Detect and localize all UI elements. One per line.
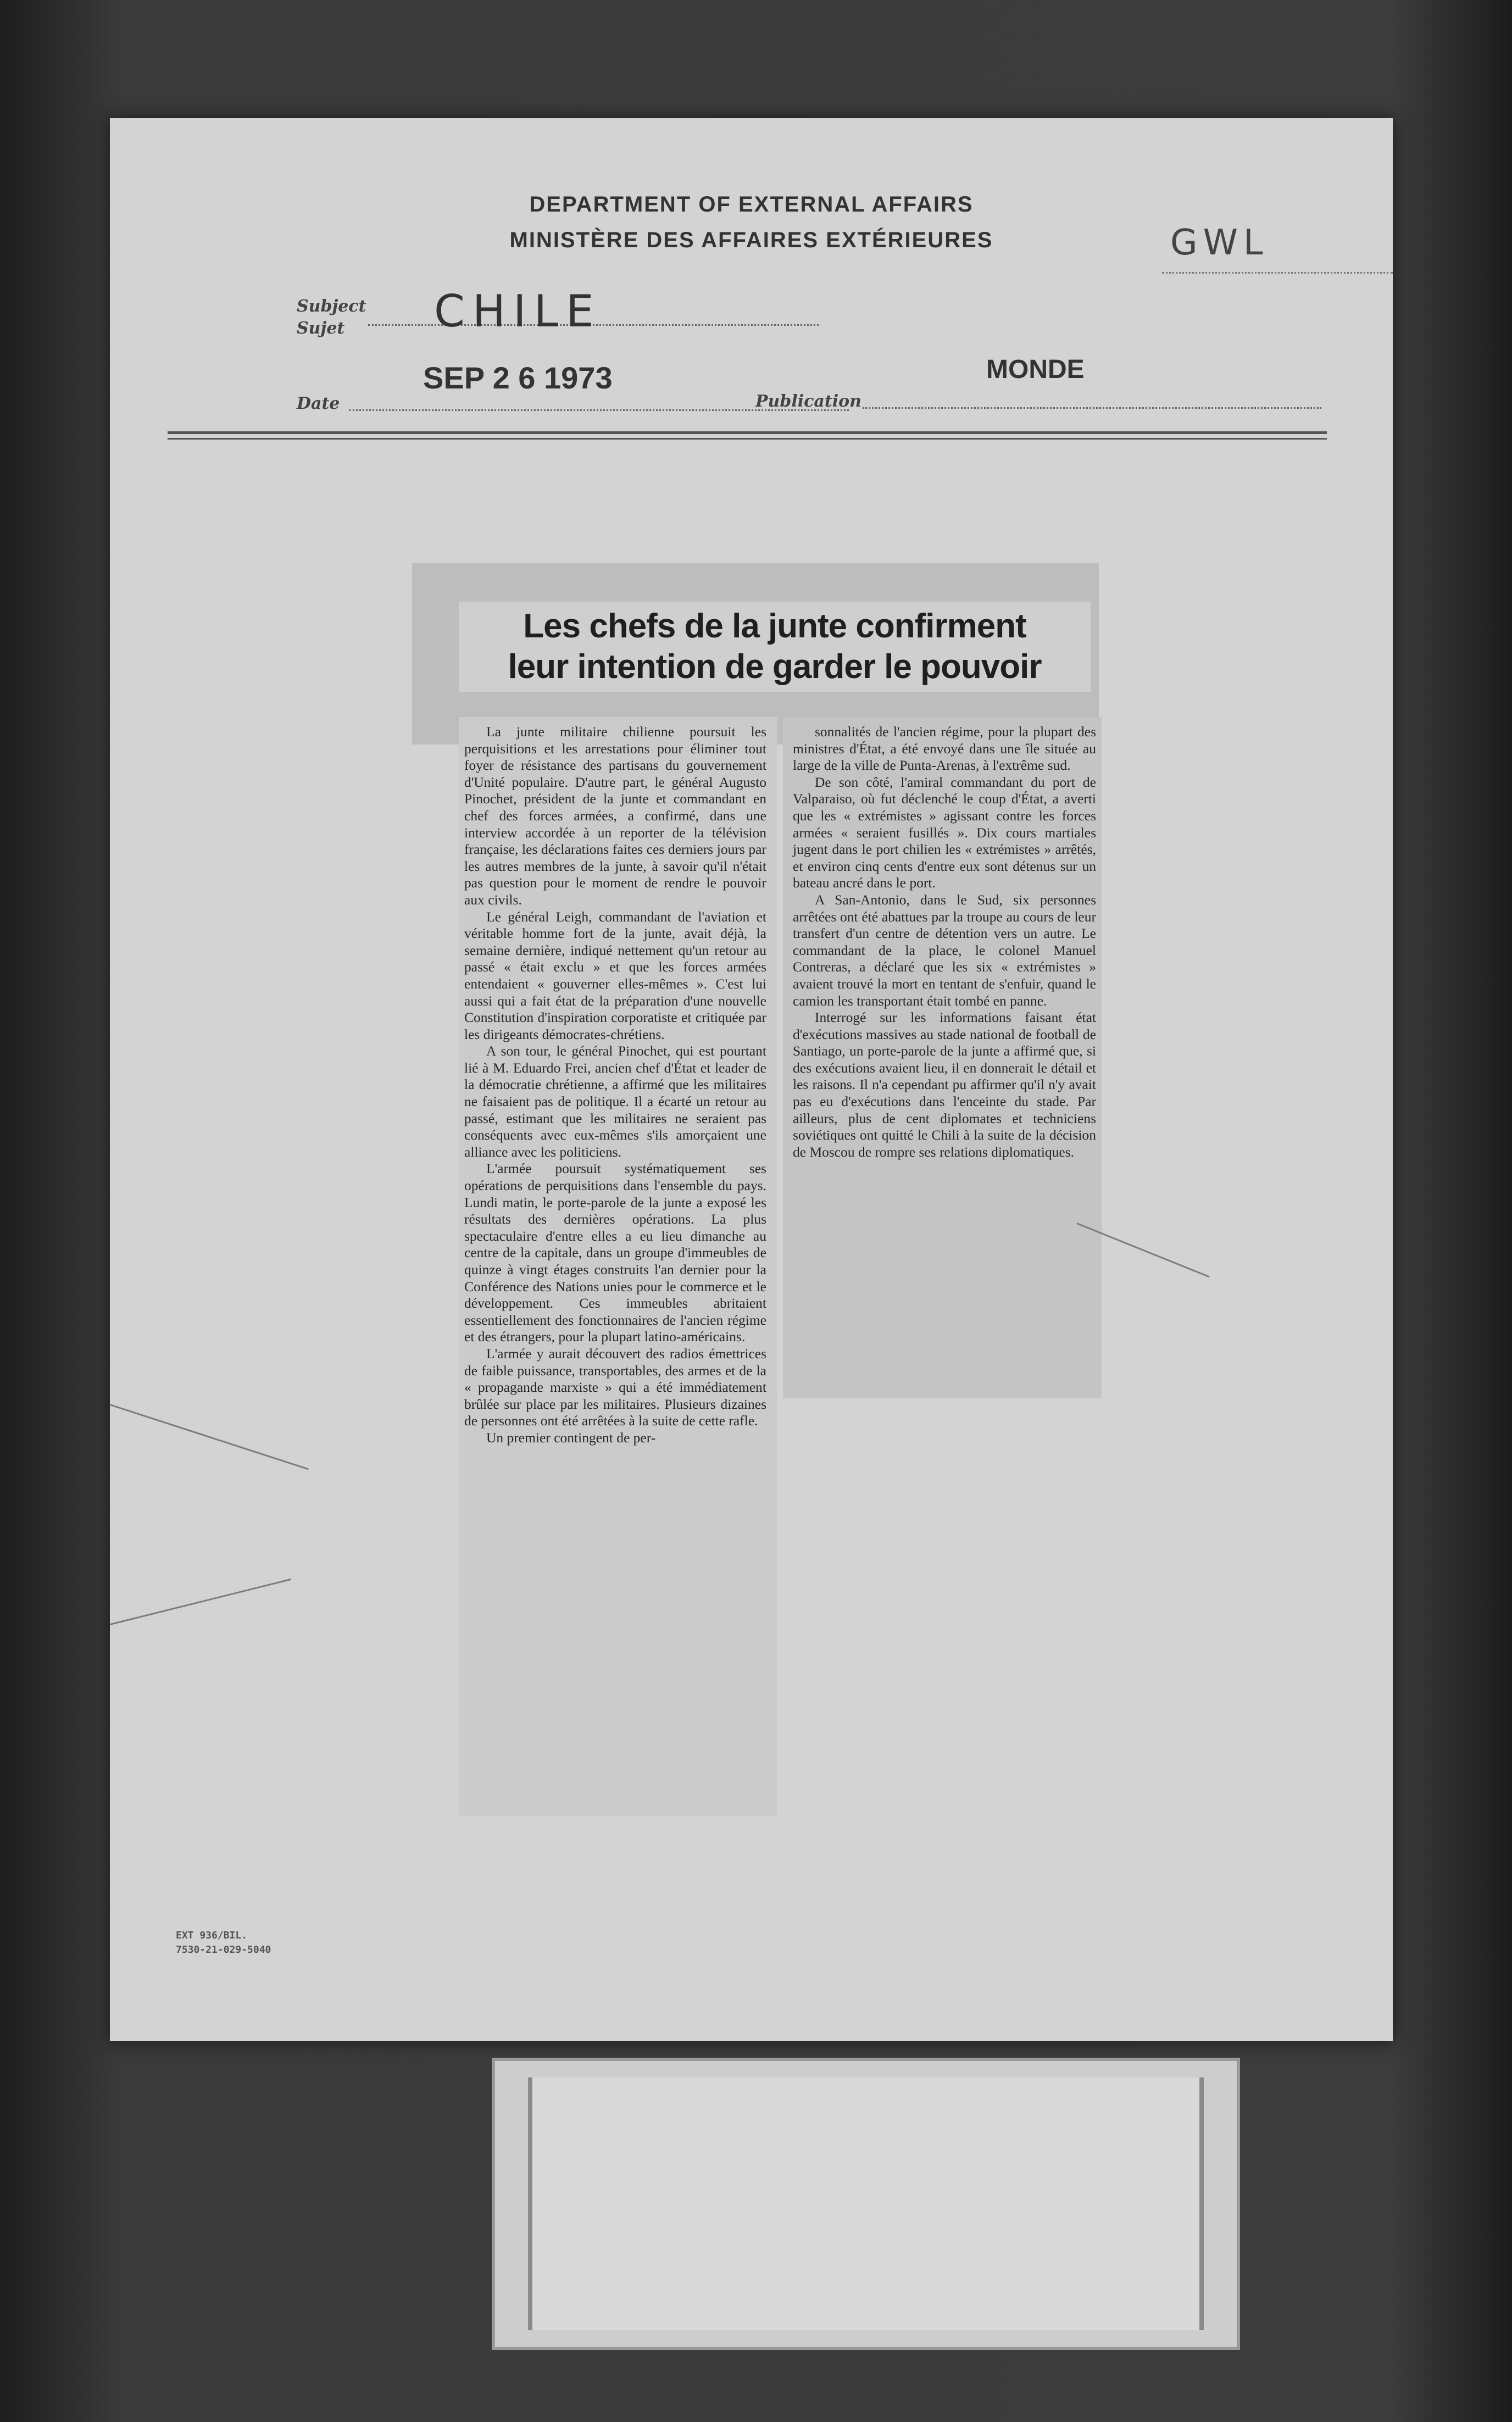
- paragraph: sonnalités de l'ancien régime, pour la plupart des ministres d'État, a été envoyé dans une île située au large de la ville de Punta-Arenas, à l'extrême sud.: [793, 724, 1096, 774]
- headline-line-2: leur intention de garder le pouvoir: [508, 648, 1042, 686]
- form-number-line-2: 7530-21-029-5040: [176, 1944, 271, 1956]
- pencil-mark: [110, 1404, 309, 1470]
- sujet-label: Sujet: [297, 319, 345, 338]
- paragraph: A San-Antonio, dans le Sud, six personnes arrêtées ont été abattues par la troupe au cours de leur transfert d'un centre de détention vers un autre. Le commandant de la place, le colonel Manuel Contreras, a déclaré que les six « extrémistes » avaient trouvé la mort en tentant de s'enfuir, quand le camion les transportant était tombé en panne.: [793, 891, 1096, 1009]
- paragraph: A son tour, le général Pinochet, qui est pourtant lié à M. Eduardo Frei, ancien chef d'État et leader de la démocratie chrétienne, a affirmé que les militaires ne faisaient pas de politique. Il a écarté un retour au passé, estimant que les militaires ne seraient pas conséquents avec eux-mêmes s'ils amorçaient une alliance avec les politiciens.: [464, 1043, 766, 1160]
- form-number-line-1: EXT 936/BIL.: [176, 1930, 248, 1941]
- subject-label: Subject: [297, 297, 366, 316]
- paragraph: L'armée y aurait découvert des radios émettrices de faible puissance, transportables, des armes et de la « propagande marxiste » qui a été immédiatement brûlée sur place par les militaires. Plusieurs dizaines de personnes ont été arrêtées à la suite de cette rafle.: [464, 1345, 766, 1429]
- department-title-fr: MINISTÈRE DES AFFAIRES EXTÉRIEURES: [509, 228, 993, 252]
- paragraph: Un premier contingent de per-: [486, 1429, 656, 1446]
- paragraph: De son côté, l'amiral commandant du port de Valparaiso, où fut déclenché le coup d'État, a averti que les « extrémistes » agissant contre les forces armées « seraient fusillés ». Dix cours martiales jugent dans le port chilien les « extrémistes » arrêtés, et environ cinq cents d'entre eux sont détenus sur un bateau ancré dans le port.: [793, 774, 1096, 891]
- clipping-sheet: [110, 118, 1393, 2041]
- paragraph: Interrogé sur les informations faisant état d'exécutions massives au stade national de football de Santiago, un porte-parole de la junte a affirmé que, si des exécutions avaient lieu, il en donnerait le détail et les raisons. Il n'a cependant pu affirmer qu'il n'y avait pas eu d'exécutions dans l'enceinte du stade. Par ailleurs, plus de cent diplomates et techniciens soviétiques ont quitté le Chili à la suite de la décision de Moscou de rompre ses relations diplomatiques.: [793, 1009, 1096, 1160]
- article-headline-box: [459, 602, 1091, 692]
- publication-value: MONDE: [986, 355, 1085, 384]
- paragraph: Le général Leigh, commandant de l'aviation et véritable homme fort de la junte, avait déjà, la semaine dernière, indiqué nettement qu'un retour au passé « était exclu » et que les forces armées entendaient « gouverner elles-mêmes ». C'est lui aussi qui a fait état de la préparation d'une nouvelle Constitution d'inspiration corporatiste et critiquée par les dirigeants démocrates-chrétiens.: [464, 908, 766, 1042]
- next-sheet-edge: [492, 2058, 1240, 2350]
- article-column-1: [459, 717, 777, 1816]
- publication-line: [863, 407, 1321, 409]
- date-value: SEP 2 6 1973: [423, 360, 613, 395]
- pencil-mark: [110, 1579, 292, 1625]
- form-number: [176, 1929, 271, 1957]
- initials-underline: [1162, 272, 1393, 274]
- article-headline: [459, 602, 1091, 692]
- handwritten-initials: GWL: [1170, 223, 1269, 263]
- header-rule-thin: [168, 438, 1327, 440]
- publication-label: Publication: [755, 392, 861, 411]
- header-rule: [168, 431, 1327, 434]
- next-sheet-inner: [528, 2077, 1204, 2330]
- paragraph: La junte militaire chilienne poursuit les perquisitions et les arrestations pour éliminer tout foyer de résistance des partisans du gouvernement d'Unité populaire. D'autre part, le général Augusto Pinochet, président de la junte et commandant en chef des forces armées, a confirmé, dans une interview accordée à un reporter de la télévision française, les déclarations faites ces derniers jours par les autres membres de la junte, à savoir qu'il n'était pas question pour le moment de rendre le pouvoir aux civils.: [464, 724, 766, 908]
- subject-value: CHILE: [434, 286, 602, 337]
- department-title-en: DEPARTMENT OF EXTERNAL AFFAIRS: [529, 192, 974, 216]
- article-column-2: [783, 717, 1102, 1398]
- headline-line-1: Les chefs de la junte confirment: [523, 607, 1026, 645]
- paragraph: L'armée poursuit systématiquement ses opérations de perquisitions dans l'ensemble du pays. Lundi matin, le porte-parole de la junte a exposé les résultats des dernières opérations. La plus spectaculaire d'entre elles a eu lieu dimanche au centre de la capitale, dans un groupe d'immeubles de quinze à vingt étages construits l'an dernier pour la Conférence des Nations unies pour le commerce et le développement. Ces immeubles abritaient essentiellement des fonctionnaires de l'ancien régime et des étrangers, pour la plupart latino-américains.: [464, 1160, 766, 1345]
- date-label: Date: [297, 394, 340, 413]
